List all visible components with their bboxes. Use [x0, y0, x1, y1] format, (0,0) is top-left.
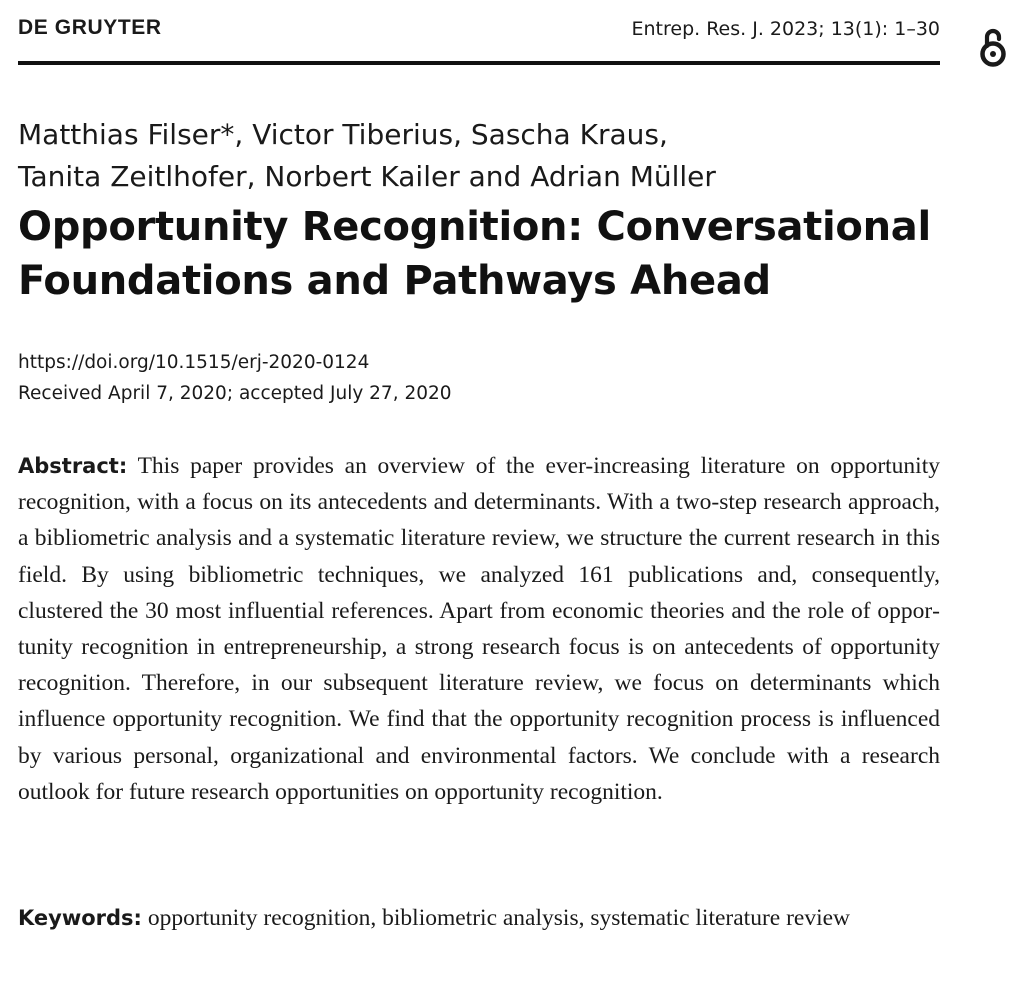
- doi-link[interactable]: https://doi.org/10.1515/erj-2020-0124: [18, 352, 370, 373]
- abstract: [18, 448, 940, 810]
- title-line-1: Opportunity Recognition: Conversational: [18, 204, 931, 250]
- received-dates: Received April 7, 2020; accepted July 27, 2020: [18, 383, 452, 404]
- abstract-label: Abstract:: [18, 454, 128, 478]
- article-title: [18, 200, 940, 308]
- open-access-icon: [976, 22, 1010, 68]
- abstract-text: This paper provides an overview of the ever-increasing literature on opportunity recognition, with a focus on its antecedents and determinants. With a two-step research approach, a bibliometric analysis and a systematic literature review, we structure the current research in this field. By using bibliometric techniques, we analyzed 161 publications and, consequently, clustered the 30 most influential references. Apart from economic theories and the role of opportunity recognition in entrepreneurship, a strong research focus is on antecedents of opportunity recognition. Therefore, in our subsequent literature review, we focus on determinants which influence opportunity recognition. We find that the opportunity recognition process is influenced by various personal, organizational and environmental factors. We conclude with a research outlook for future research opportunities on opportunity recognition.: [18, 453, 940, 805]
- keywords-text: opportunity recognition, bibliometric analysis, systematic literature review: [147, 905, 851, 931]
- authors-line-1: Matthias Filser*, Victor Tiberius, Sascha Kraus,: [18, 118, 668, 151]
- authors-line-2: Tanita Zeitlhofer, Norbert Kailer and Adrian Müller: [18, 160, 716, 193]
- keywords: [18, 900, 940, 936]
- header-rule: [18, 61, 940, 65]
- keywords-label: Keywords:: [18, 906, 142, 930]
- author-list: [18, 114, 940, 198]
- title-line-2: Foundations and Pathways Ahead: [18, 258, 771, 304]
- article-metadata: [18, 347, 452, 409]
- publisher-name: DE GRUYTER: [18, 16, 162, 39]
- journal-citation: Entrep. Res. J. 2023; 13(1): 1–30: [631, 18, 940, 40]
